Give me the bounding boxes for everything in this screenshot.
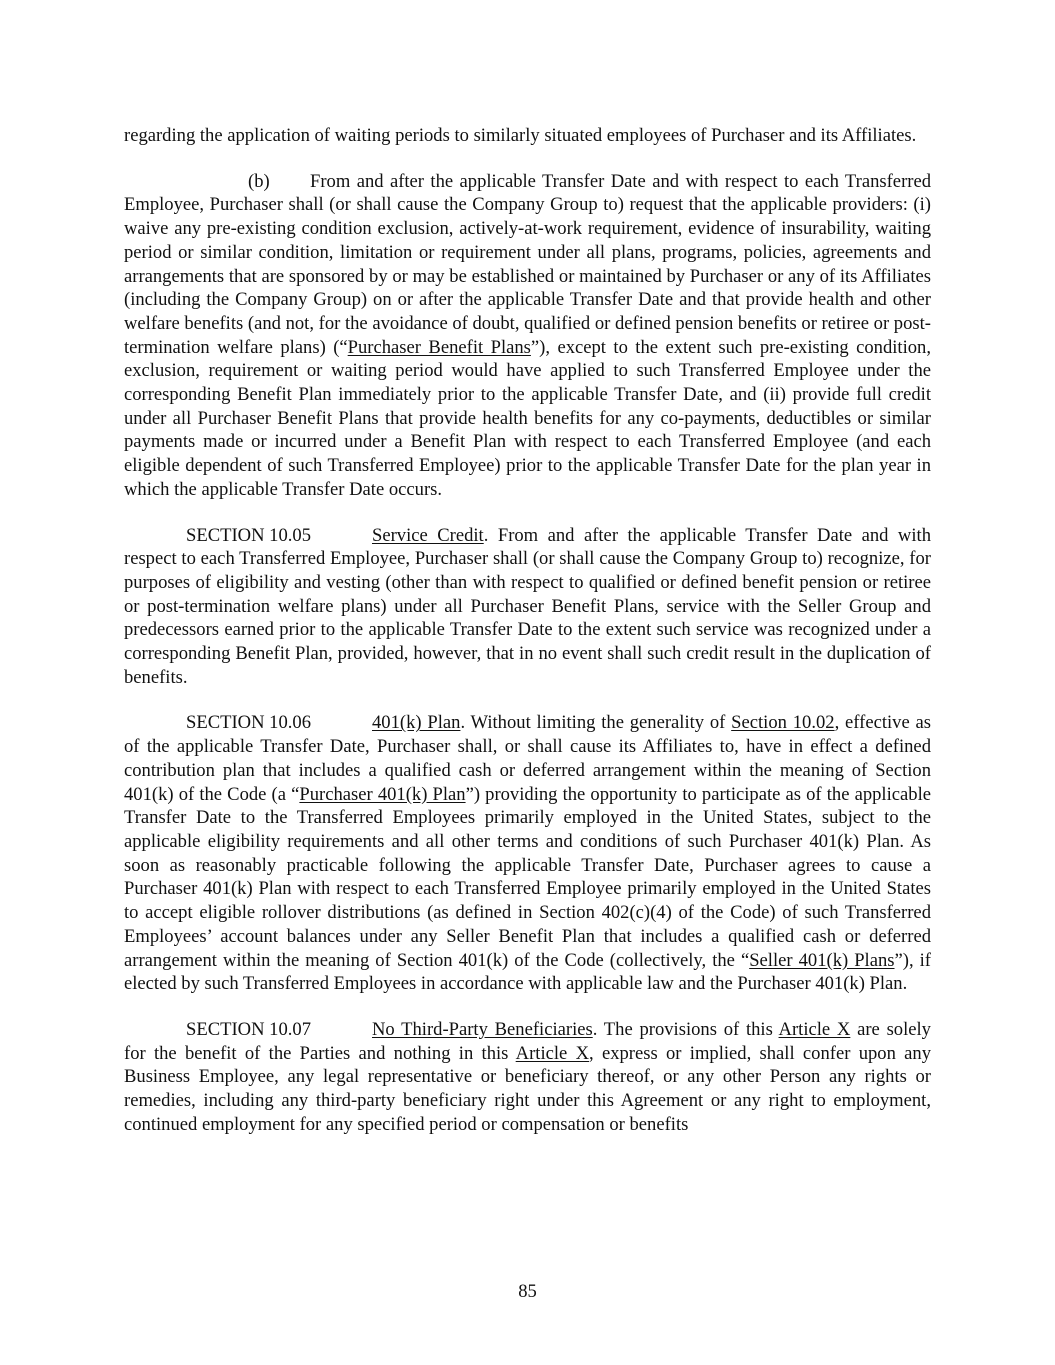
subsection-text-continued: ”), except to the extent such pre-existing condition, exclusion, requirement or waiting period would have applied to such Transferred Employee under the corresponding Benefit Plan immediately prior to the applicable Transfer Date, and (ii) provide full credit under all Purchaser Benefit Plans that provide health benefits for any co-payments, deductibles or similar payments made or incurred under a Benefit Plan with respect to each Transferred Employee (and each eligible dependent of such Transferred Employee) prior to the applicable Transfer Date for the plan year in which the applicable Transfer Date occurs.	[124, 336, 932, 500]
defined-term-purchaser-benefit-plans: Purchaser Benefit Plans	[347, 336, 531, 358]
cross-reference-article-x: Article X	[778, 1018, 851, 1040]
subsection-b	[124, 170, 931, 502]
section-10-06	[124, 711, 931, 995]
defined-term-purchaser-401k-plan: Purchaser 401(k) Plan	[299, 783, 466, 805]
section-heading: 401(k) Plan	[372, 712, 461, 734]
section-number: SECTION 10.05	[186, 524, 311, 546]
page-number: 85	[518, 1281, 537, 1302]
section-10-07	[124, 1018, 931, 1137]
cross-reference-section-10-02: Section 10.02	[731, 712, 835, 734]
section-text: ”), if elected by such Transferred Employees in accordance with applicable law and the Purchaser 401(k) Plan.	[124, 949, 932, 995]
section-text: are solely for the benefit of the Parties and nothing in this	[124, 1018, 931, 1064]
paragraph-continued	[124, 124, 931, 148]
section-number: SECTION 10.07	[186, 1018, 311, 1040]
section-heading: Service Credit	[372, 524, 484, 546]
section-heading: No Third-Party Beneficiaries	[372, 1018, 593, 1040]
paragraph-text: regarding the application of waiting periods to similarly situated employees of Purchaser and its Affiliates.	[124, 125, 917, 146]
section-text: . From and after the applicable Transfer Date and with respect to each Transferred Employee, Purchaser shall (or shall cause the Company Group to) recognize, for purposes of eligibility and vesting (other than with respect to qualified or defined benefit pension or retiree or post-termination welfare plans) under all Purchaser Benefit Plans, service with the Seller Group and predecessors earned prior to the applicable Transfer Date to the extent such service was recognized under a corresponding Benefit Plan, provided, however, that in no event shall such credit result in the duplication of benefits.	[124, 524, 931, 688]
defined-term-seller-401k-plans: Seller 401(k) Plans	[749, 949, 895, 971]
section-text: . The provisions of this	[592, 1018, 779, 1040]
section-number: SECTION 10.06	[186, 712, 311, 734]
section-text: , express or implied, shall confer upon any Business Employee, any legal representative or beneficiary thereof, or any other Person any rights or remedies, including any third-party beneficiary right under this Agreement or any right to employment, continued employment for any specified period or compensation or benefits	[124, 1042, 932, 1135]
section-text: , effective as of the applicable Transfer Date, Purchaser shall, or shall cause its Affiliates to, have in effect a defined contribution plan that includes a qualified cash or deferred arrangement within the meaning of Section 401(k) of the Code (a “	[124, 712, 932, 805]
subsection-text: From and after the applicable Transfer Date and with respect to each Transferred Employee, Purchaser shall (or shall cause the Company Group to) request that the applicable providers: (i) waive any pre-existing condition exclusion, actively-at-work requirement, evidence of insurability, waiting period or similar condition, limitation or requirement under all plans, programs, policies, agreements and arrangements that are sponsored by or may be established or maintained by Purchaser or any of its Affiliates (including the Company Group) on or after the applicable Transfer Date and that provide health and other welfare benefits (and not, for the avoidance of doubt, qualified or defined pension benefits or retiree or post-termination welfare plans) (“	[124, 170, 931, 358]
section-text: . Without limiting the generality of	[460, 712, 732, 734]
subsection-label: (b)	[248, 170, 270, 192]
section-text: ”) providing the opportunity to participate as of the applicable Transfer Date to the Transferred Employees primarily employed in the United States, subject to the applicable eligibility requirements and all other terms and conditions of such Purchaser 401(k) Plan. As soon as reasonably practicable following the applicable Transfer Date, Purchaser agrees to cause a Purchaser 401(k) Plan with respect to each Transferred Employee primarily employed in the United States to accept eligible rollover distributions (as defined in Section 402(c)(4) of the Code) of such Transferred Employees’ account balances under any Seller Benefit Plan that includes a qualified cash or deferred arrangement within the meaning of Section 401(k) of the Code (collectively, the “	[124, 783, 931, 971]
cross-reference-article-x: Article X	[515, 1042, 590, 1064]
document-page	[124, 124, 931, 1136]
section-10-05	[124, 524, 931, 690]
